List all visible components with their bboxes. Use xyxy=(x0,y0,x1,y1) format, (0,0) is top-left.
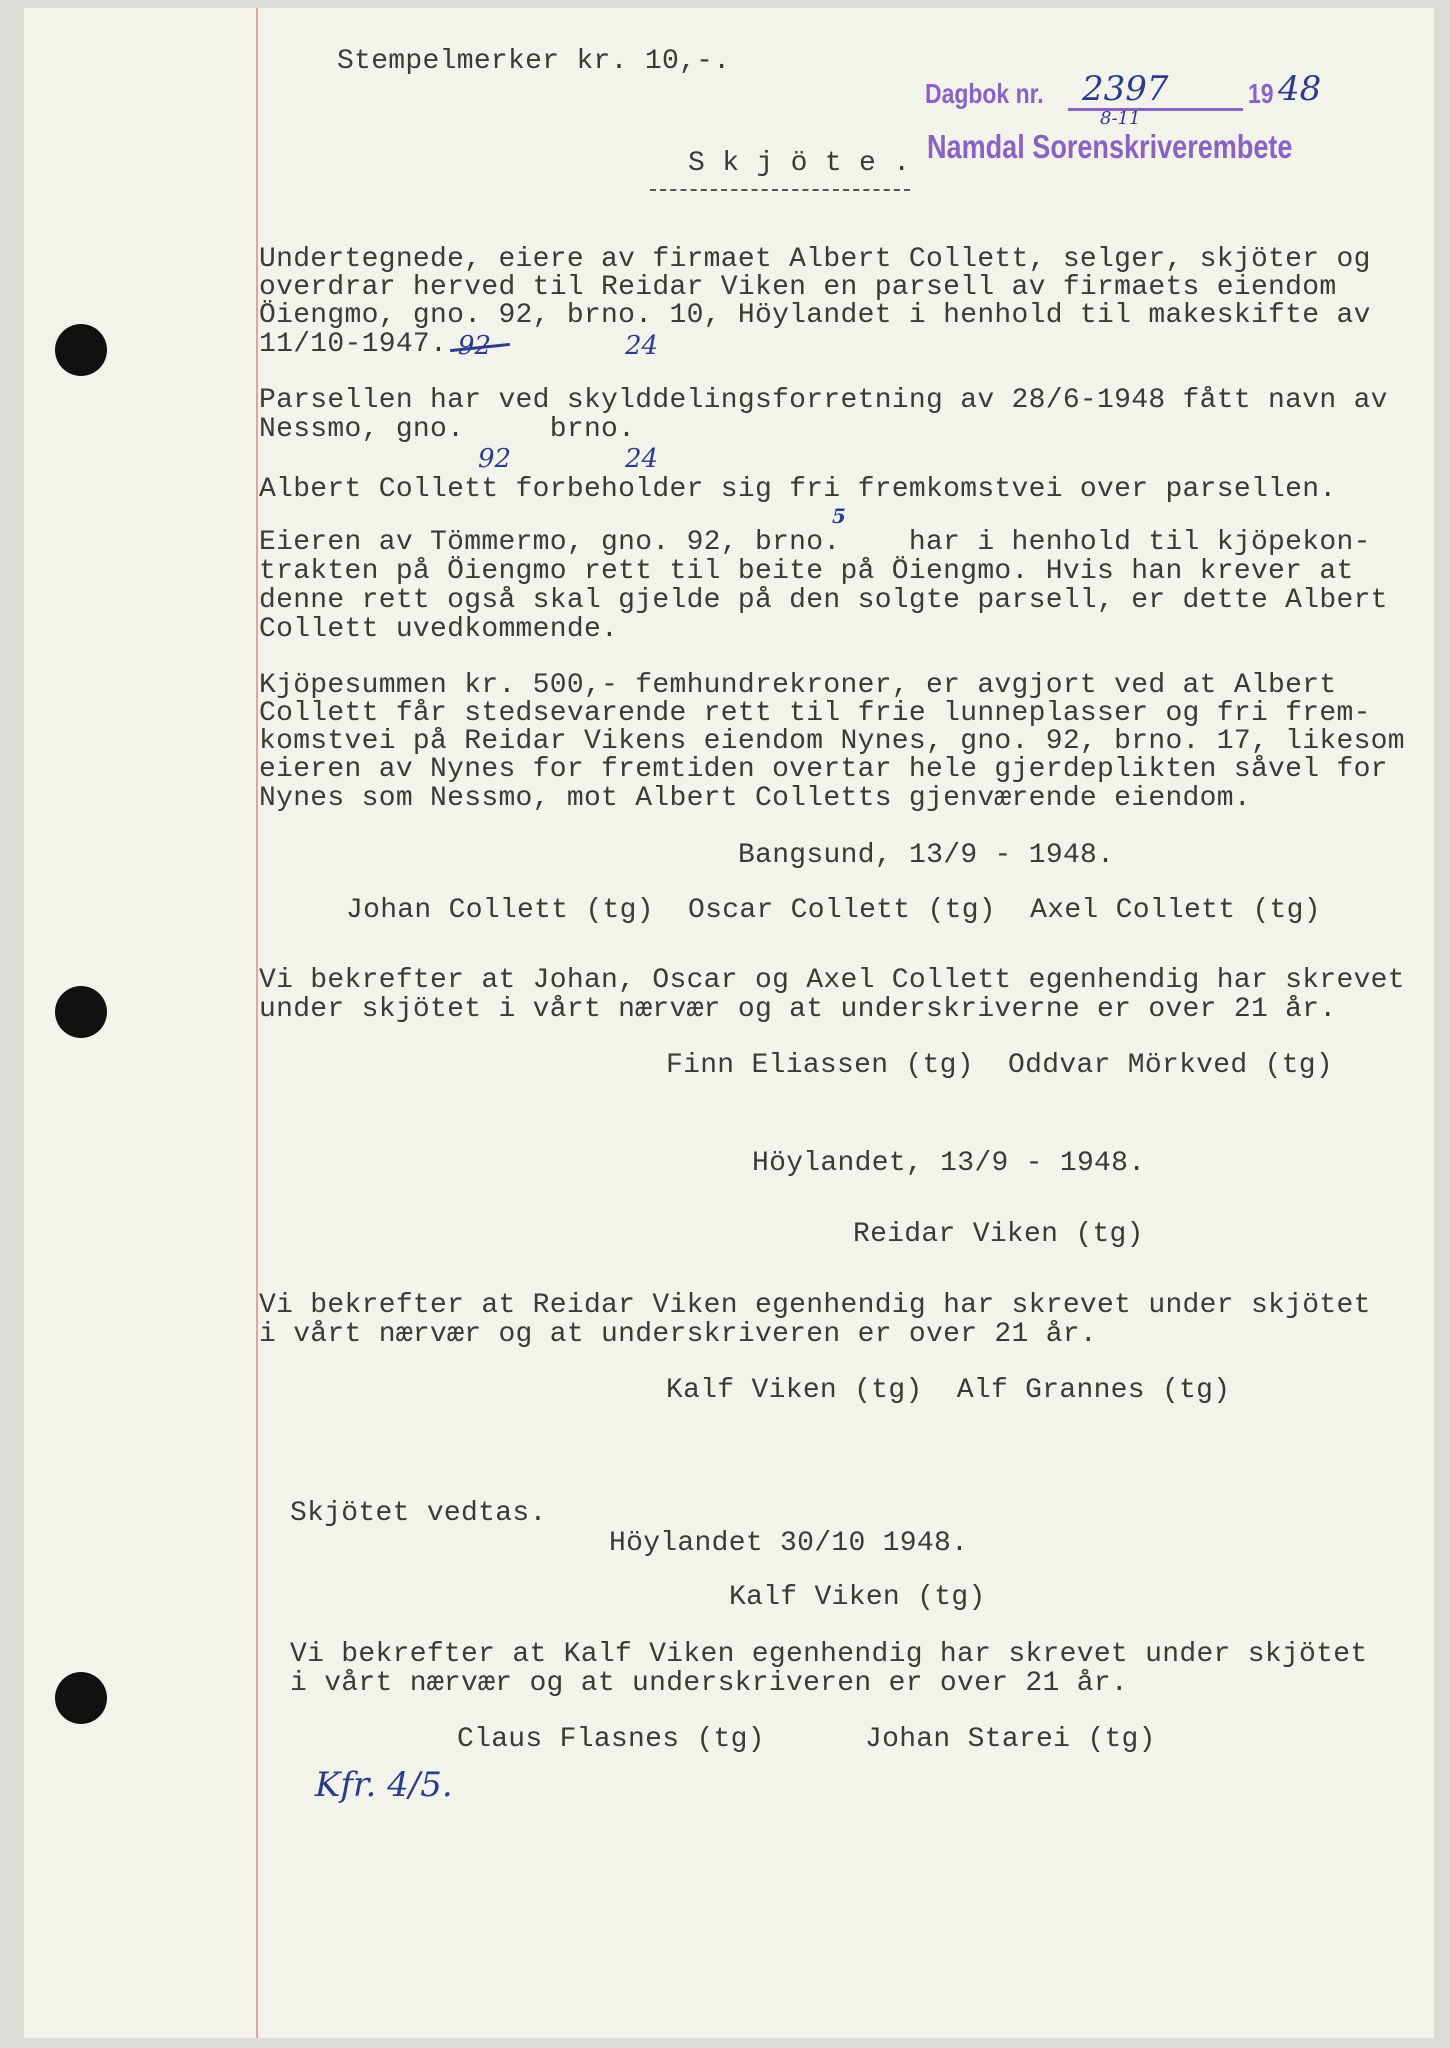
punch-hole xyxy=(55,1672,107,1724)
signatory: Kalf Viken (tg) xyxy=(729,1582,986,1613)
paragraph-line: eieren av Nynes for fremtiden overtar hele gjerdeplikten såvel for xyxy=(259,754,1388,785)
witness-line: under skjötet i vårt nærvær og at underskriverne er over 21 år. xyxy=(259,994,1337,1025)
place-date: Höylandet, 13/9 - 1948. xyxy=(752,1148,1146,1179)
paragraph-line: Eieren av Tömmermo, gno. 92, brno. har i henhold til kjöpekon- xyxy=(259,527,1371,558)
paragraph-line: Parsellen har ved skylddelingsforretning av 28/6-1948 fått navn av xyxy=(259,385,1388,416)
paragraph-line: Collett uvedkommende. xyxy=(259,614,619,645)
stamp-office: Namdal Sorenskriverembete xyxy=(927,128,1293,165)
paragraph-line: Undertegnede, eiere av firmaet Albert Collett, selger, skjöter og xyxy=(259,244,1371,275)
witness-line: Vi bekrefter at Kalf Viken egenhendig har skrevet under skjötet xyxy=(290,1639,1368,1670)
paragraph-line: komstvei på Reidar Vikens eiendom Nynes, gno. 92, brno. 17, likesom xyxy=(259,726,1405,757)
acceptance-note: Skjötet vedtas. xyxy=(290,1498,547,1529)
witnesses: Finn Eliassen (tg) Oddvar Mörkved (tg) xyxy=(666,1050,1334,1081)
witness-1: Claus Flasnes (tg) xyxy=(457,1724,765,1755)
handwritten-brno-correction: 24 xyxy=(625,331,659,361)
stamp-duty-note: Stempelmerker kr. 10,-. xyxy=(337,46,731,77)
stamp-dagbok-label: Dagbok nr. xyxy=(925,78,1044,109)
place-date: Bangsund, 13/9 - 1948. xyxy=(738,840,1115,871)
stamp-date: 8-11 xyxy=(1100,108,1141,129)
handwritten-initials: Kfr. 4/5. xyxy=(315,1765,453,1805)
paragraph-line: Nessmo, gno. brno. xyxy=(259,414,636,445)
signatories: Johan Collett (tg) Oscar Collett (tg) Axel Collett (tg) xyxy=(346,895,1321,926)
witnesses: Kalf Viken (tg) Alf Grannes (tg) xyxy=(666,1375,1231,1406)
title-underline xyxy=(650,189,910,191)
place-date: Höylandet 30/10 1948. xyxy=(609,1528,969,1559)
witness-line: Vi bekrefter at Reidar Viken egenhendig har skrevet under skjötet xyxy=(259,1290,1371,1321)
paragraph-line: Nynes som Nessmo, mot Albert Colletts gjenværende eiendom. xyxy=(259,783,1251,814)
stamp-year-prefix: 19 xyxy=(1248,78,1274,109)
paragraph-line: Collett får stedsevarende rett til frie lunneplasser og fri frem- xyxy=(259,698,1371,729)
handwritten-tommermo-brno: 5 xyxy=(832,504,846,528)
paragraph-line: Kjöpesummen kr. 500,- femhundrekroner, er avgjort ved at Albert xyxy=(259,670,1337,701)
punch-hole xyxy=(55,324,107,376)
signatory: Reidar Viken (tg) xyxy=(853,1219,1144,1250)
witness-line: Vi bekrefter at Johan, Oscar og Axel Collett egenhendig har skrevet xyxy=(259,965,1405,996)
paragraph-line: Öiengmo, gno. 92, brno. 10, Höylandet i henhold til makeskifte av xyxy=(259,300,1371,331)
stamp-number: 2397 xyxy=(1082,69,1169,109)
handwritten-nessmo-brno: 24 xyxy=(625,444,659,474)
paragraph-line: overdrar herved til Reidar Viken en parsell av firmaets eiendom xyxy=(259,272,1337,303)
handwritten-struck-gno: 92 xyxy=(458,331,492,361)
stamp-year-suffix: 48 xyxy=(1278,69,1322,109)
witness-line: i vårt nærvær og at underskriveren er over 21 år. xyxy=(290,1668,1129,1699)
witness-line: i vårt nærvær og at underskriveren er over 21 år. xyxy=(259,1319,1098,1350)
paragraph-line: denne rett også skal gjelde på den solgte parsell, er dette Albert xyxy=(259,585,1388,616)
document-title: S k j ö t e . xyxy=(688,148,911,179)
handwritten-nessmo-gno: 92 xyxy=(478,444,512,474)
witness-2: Johan Starei (tg) xyxy=(865,1724,1156,1755)
punch-hole xyxy=(55,986,107,1038)
margin-line xyxy=(256,8,258,2038)
paragraph-line: 11/10-1947. xyxy=(259,329,448,360)
paragraph-line: trakten på Öiengmo rett til beite på Öiengmo. Hvis han krever at xyxy=(259,556,1354,587)
paragraph-line: Albert Collett forbeholder sig fri fremkomstvei over parsellen. xyxy=(259,474,1337,505)
